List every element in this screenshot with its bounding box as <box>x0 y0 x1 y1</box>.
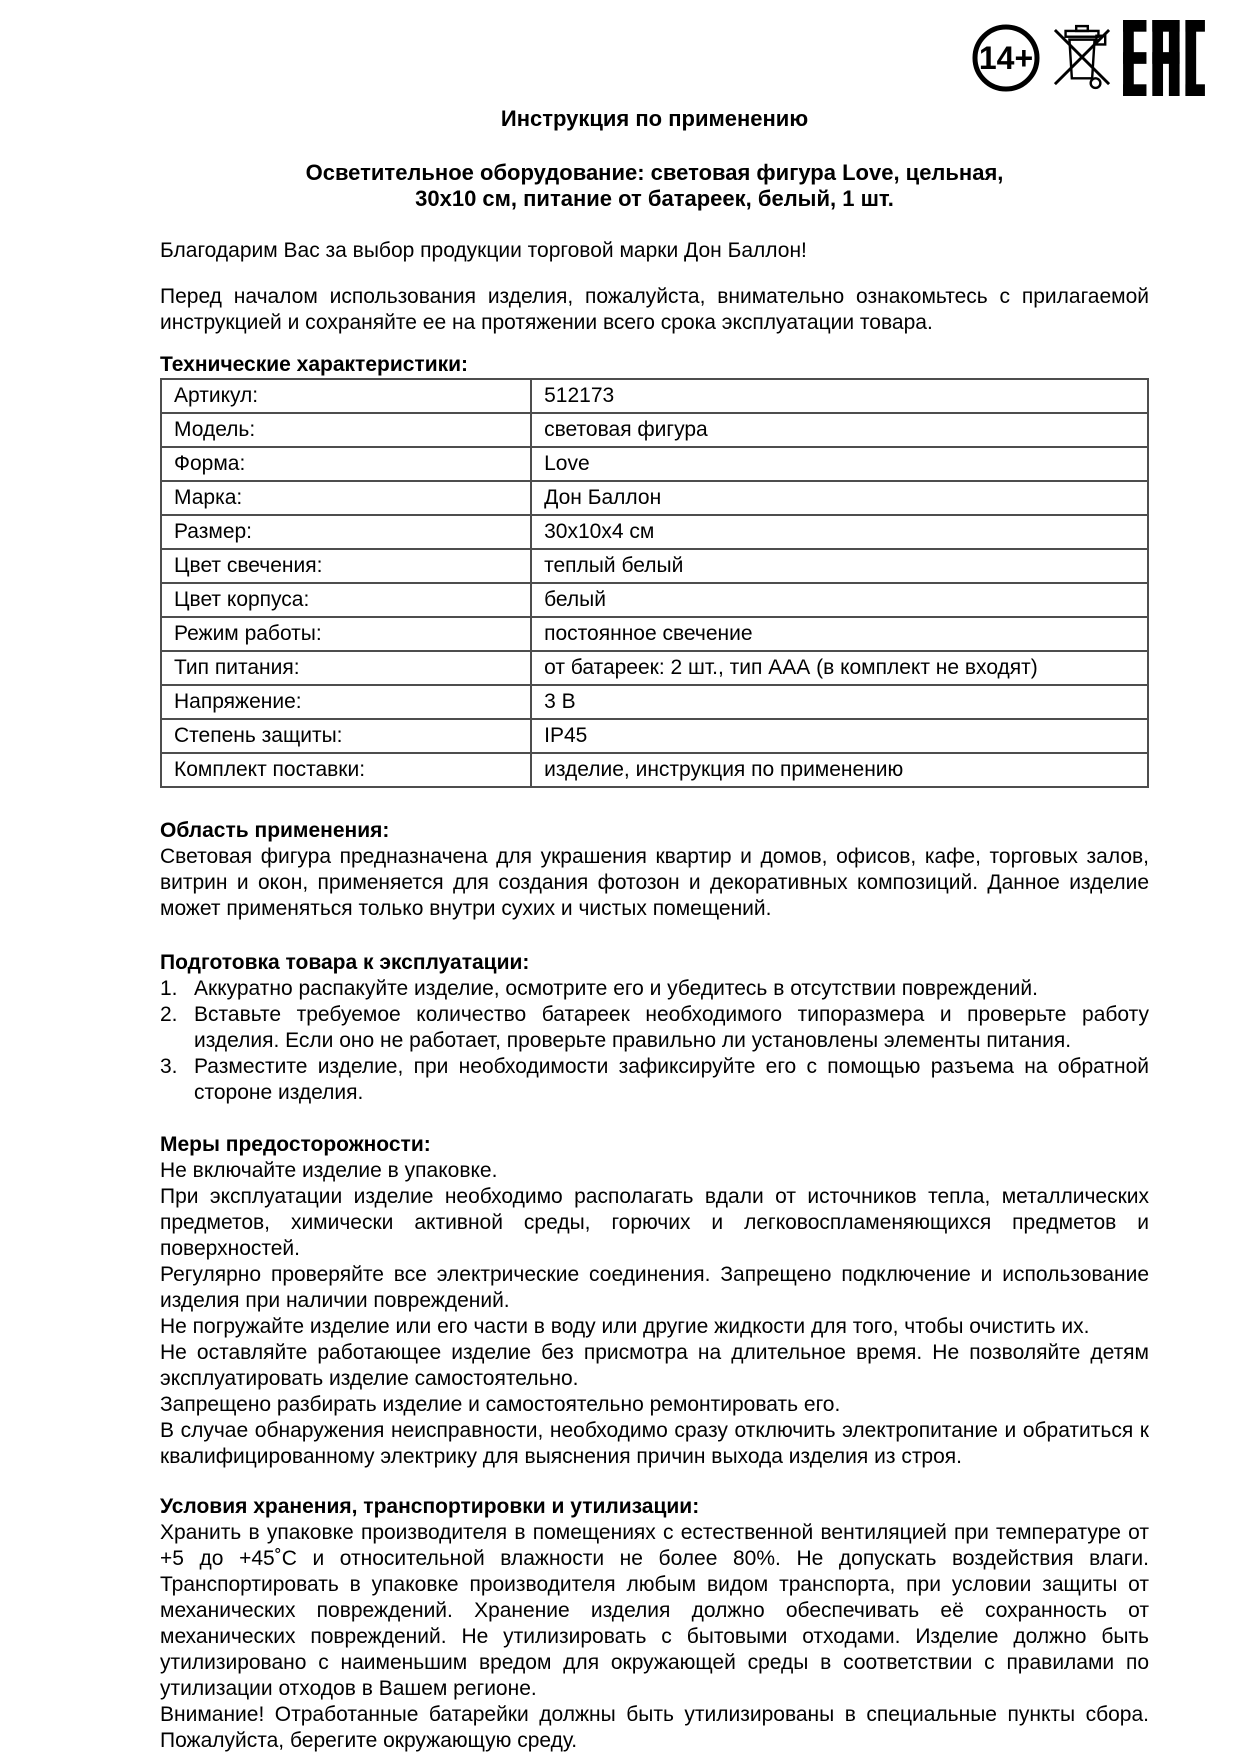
spec-value: IP45 <box>531 719 1148 753</box>
precaution-paragraph: Не погружайте изделие или его части в воду или другие жидкости для того, чтобы очистить их. <box>160 1315 1090 1338</box>
list-item-number: 1. <box>160 977 178 1000</box>
list-item-number: 2. <box>160 1003 178 1026</box>
spec-label: Комплект поставки: <box>161 753 531 787</box>
precaution-paragraph: Не включайте изделие в упаковке. <box>160 1159 498 1182</box>
product-title-line2: 30х10 см, питание от батареек, белый, 1 шт. <box>415 186 894 211</box>
document-content <box>160 0 1149 1754</box>
spec-value: постоянное свечение <box>531 617 1148 651</box>
document-title: Инструкция по применению <box>500 106 809 131</box>
list-item <box>160 1002 1149 1054</box>
spec-row <box>161 549 1148 583</box>
spec-value: световая фигура <box>531 413 1148 447</box>
spec-row <box>161 413 1148 447</box>
spec-row <box>161 447 1148 481</box>
precaution-paragraph: Запрещено разбирать изделие и самостоятельно ремонтировать его. <box>160 1393 841 1416</box>
battery-disposal-paragraph: Внимание! Отработанные батарейки должны быть утилизированы в специальные пункты сбора. Пожалуйста, берегите окружающую среду. <box>160 1703 1149 1752</box>
storage-heading: Условия хранения, транспортировки и утилизации: <box>160 1495 700 1518</box>
list-item-text: Вставьте требуемое количество батареек необходимого типоразмера и проверьте работу изделия. Если оно не работает, проверьте правильно ли установлены элементы питания. <box>194 1003 1149 1052</box>
product-title <box>160 160 1149 212</box>
spec-label: Форма: <box>161 447 531 481</box>
spec-row <box>161 515 1148 549</box>
spec-row <box>161 379 1148 413</box>
spec-label: Цвет свечения: <box>161 549 531 583</box>
spec-value: Love <box>531 447 1148 481</box>
spec-label: Размер: <box>161 515 531 549</box>
spec-value: от батареек: 2 шт., тип ААА (в комплект не входят) <box>531 651 1148 685</box>
list-item-number: 3. <box>160 1055 178 1078</box>
spec-row <box>161 481 1148 515</box>
spec-row <box>161 685 1148 719</box>
age-restriction-label: 14+ <box>978 40 1034 76</box>
storage-paragraph: Хранить в упаковке производителя в помещениях с естественной вентиляцией при температуре от +5 до +45˚С и относительной влажности не более 80%. Не допускать воздействия влаги. Транспортировать в упаковке производителя любым видом транспорта, при условии защиты от механических повреждений. Хранение изделия должно обеспечивать её сохранность от механических повреждений. Не утилизировать с бытовыми отходами. Изделие должно быть утилизировано с наименьшим вредом для окружающей среды в соответствии с правилами по утилизации отходов в Вашем регионе. <box>160 1521 1149 1700</box>
precaution-paragraph: В случае обнаружения неисправности, необходимо сразу отключить электропитание и обратиться к квалифицированному электрику для выяснения причин выхода изделия из строя. <box>160 1419 1149 1468</box>
spec-value: 512173 <box>531 379 1148 413</box>
spec-label: Артикул: <box>161 379 531 413</box>
spec-value: 3 В <box>531 685 1148 719</box>
spec-label: Степень защиты: <box>161 719 531 753</box>
application-heading: Область применения: <box>160 819 390 842</box>
spec-row <box>161 753 1148 787</box>
read-instructions-paragraph: Перед началом использования изделия, пожалуйста, внимательно ознакомьтесь с прилагаемой инструкцией и сохраняйте ее на протяжении всего срока эксплуатации товара. <box>160 285 1149 334</box>
list-item-text: Разместите изделие, при необходимости зафиксируйте его с помощью разъема на обратной стороне изделия. <box>194 1055 1149 1104</box>
application-paragraph: Световая фигура предназначена для украшения квартир и домов, офисов, кафе, торговых залов, витрин и окон, применяется для создания фотозон и декоративных композиций. Данное изделие может применяться только внутри сухих и чистых помещений. <box>160 845 1149 920</box>
precautions-heading: Меры предосторожности: <box>160 1133 431 1156</box>
specs-table <box>160 378 1149 788</box>
precaution-paragraph: При эксплуатации изделие необходимо располагать вдали от источников тепла, металлических предметов, химически активной среды, горючих и легковоспламеняющихся предметов и поверхностей. <box>160 1185 1149 1260</box>
spec-row <box>161 719 1148 753</box>
preparation-list <box>160 976 1149 1106</box>
precaution-paragraph: Не оставляйте работающее изделие без присмотра на длительное время. Не позволяйте детям эксплуатировать изделие самостоятельно. <box>160 1341 1149 1390</box>
spec-value: белый <box>531 583 1148 617</box>
spec-value: теплый белый <box>531 549 1148 583</box>
precaution-paragraph: Регулярно проверяйте все электрические соединения. Запрещено подключение и использование изделия при наличии повреждений. <box>160 1263 1149 1312</box>
list-item-text: Аккуратно распакуйте изделие, осмотрите его и убедитесь в отсутствии повреждений. <box>194 977 1038 1000</box>
spec-label: Тип питания: <box>161 651 531 685</box>
spec-value: изделие, инструкция по применению <box>531 753 1148 787</box>
spec-label: Режим работы: <box>161 617 531 651</box>
spec-value: Дон Баллон <box>531 481 1148 515</box>
spec-row <box>161 651 1148 685</box>
thanks-paragraph: Благодарим Вас за выбор продукции торговой марки Дон Баллон! <box>160 239 807 262</box>
spec-label: Модель: <box>161 413 531 447</box>
list-item <box>160 1054 1149 1106</box>
list-item <box>160 976 1149 1002</box>
specs-heading: Технические характеристики: <box>160 353 469 376</box>
spec-label: Марка: <box>161 481 531 515</box>
spec-label: Напряжение: <box>161 685 531 719</box>
preparation-heading: Подготовка товара к эксплуатации: <box>160 951 530 974</box>
spec-label: Цвет корпуса: <box>161 583 531 617</box>
spec-row <box>161 617 1148 651</box>
spec-value: 30х10х4 см <box>531 515 1148 549</box>
product-title-line1: Осветительное оборудование: световая фигура Love, цельная, <box>305 160 1004 185</box>
spec-row <box>161 583 1148 617</box>
